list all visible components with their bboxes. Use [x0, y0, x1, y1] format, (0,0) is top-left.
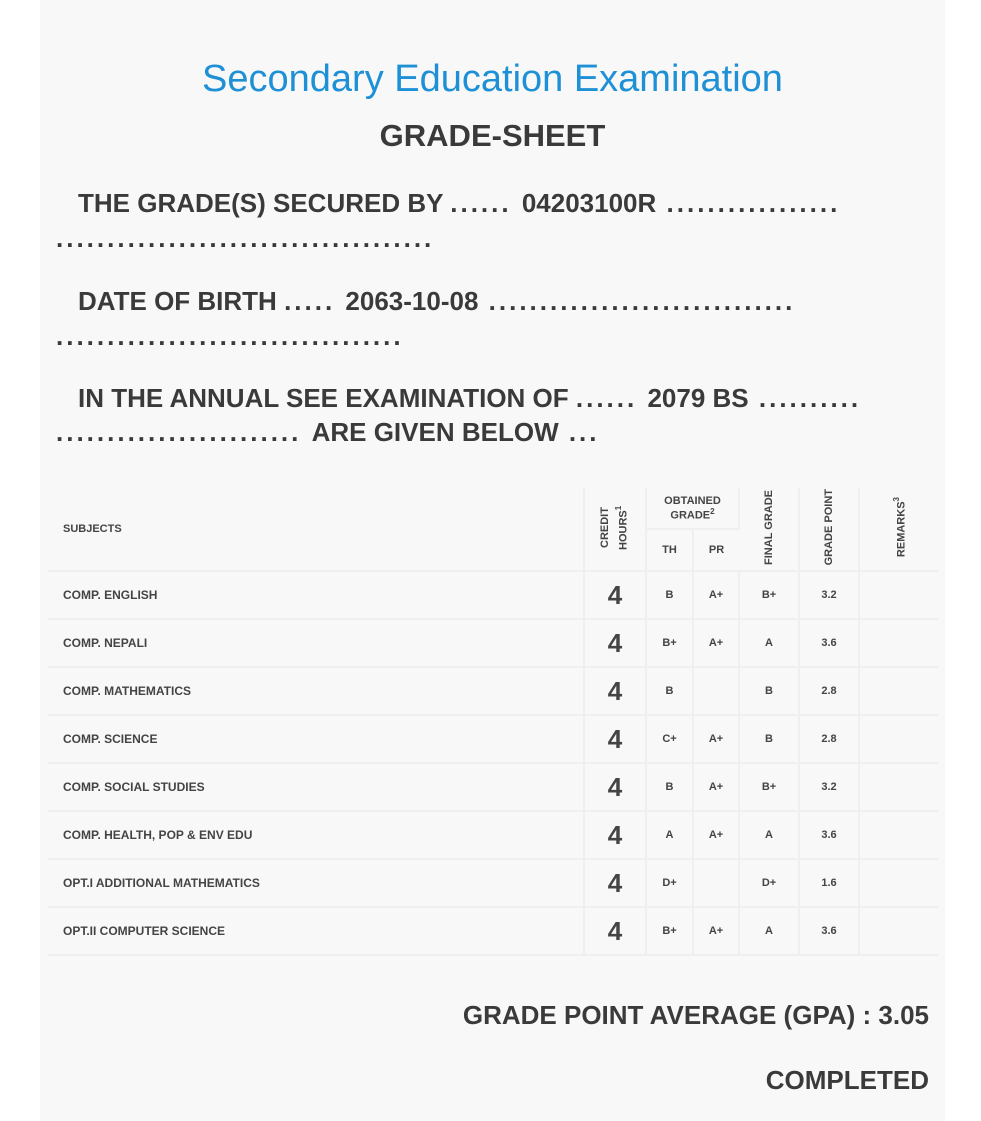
- grade-point-cell: 3.6: [799, 907, 859, 955]
- subject-cell: COMP. SOCIAL STUDIES: [48, 763, 584, 811]
- obtained-grade-header: OBTAINED GRADE$^2$: [646, 488, 739, 529]
- th-grade-cell: C+: [646, 715, 693, 763]
- subject-cell: COMP. NEPALI: [48, 619, 584, 667]
- final-grade-cell: A: [739, 811, 799, 859]
- grade-point-cell: 3.6: [799, 619, 859, 667]
- final-grade-header: FINAL GRADE: [739, 488, 799, 571]
- symbol-number: 04203100R: [521, 188, 657, 218]
- dob-line: DATE OF BIRTH ..... 2063-10-08 ..............................: [78, 286, 796, 316]
- grade-point-cell: 1.6: [799, 859, 859, 907]
- gpa-summary: GRADE POINT AVERAGE (GPA) : 3.05: [462, 1000, 929, 1030]
- remarks-cell: [859, 667, 938, 715]
- table-row: [48, 715, 938, 763]
- subject-cell: OPT.II COMPUTER SCIENCE: [48, 907, 584, 955]
- remarks-cell: [859, 619, 938, 667]
- credit-hours-cell: 4: [584, 859, 646, 907]
- table-row: [48, 571, 938, 619]
- grade-sheet: [40, 0, 945, 1121]
- dot-leader: ..................................: [56, 321, 404, 351]
- pr-grade-cell: A+: [693, 811, 739, 859]
- grade-point-cell: 3.2: [799, 571, 859, 619]
- th-grade-cell: B: [646, 763, 693, 811]
- grade-point-cell: 2.8: [799, 715, 859, 763]
- pr-grade-cell: [693, 859, 739, 907]
- dot-leader: .....................................: [56, 223, 435, 253]
- grade-point-cell: 3.2: [799, 763, 859, 811]
- given-below-text: ARE GIVEN BELOW: [311, 417, 559, 447]
- pr-grade-cell: A+: [693, 907, 739, 955]
- final-grade-cell: B: [739, 667, 799, 715]
- exam-label: IN THE ANNUAL SEE EXAMINATION OF: [78, 383, 569, 413]
- final-grade-cell: B+: [739, 763, 799, 811]
- remarks-cell: [859, 763, 938, 811]
- grade-point-cell: 2.8: [799, 667, 859, 715]
- grades-table: [48, 488, 938, 956]
- grade-point-cell: 3.6: [799, 811, 859, 859]
- table-row: [48, 859, 938, 907]
- final-grade-cell: A: [739, 907, 799, 955]
- credit-hours-cell: 4: [584, 571, 646, 619]
- table-row: [48, 763, 938, 811]
- remarks-cell: [859, 907, 938, 955]
- pr-grade-cell: A+: [693, 619, 739, 667]
- th-grade-cell: B: [646, 667, 693, 715]
- given-below-line: ........................ ARE GIVEN BELOW ...: [56, 417, 600, 447]
- table-row: [48, 667, 938, 715]
- credit-hours-cell: 4: [584, 907, 646, 955]
- credit-hours-cell: 4: [584, 619, 646, 667]
- credit-hours-cell: 4: [584, 811, 646, 859]
- page-title: Secondary Education Examination: [202, 58, 783, 100]
- remarks-cell: [859, 571, 938, 619]
- subjects-header: SUBJECTS: [48, 488, 584, 571]
- dob-value: 2063-10-08: [345, 286, 479, 316]
- table-row: [48, 619, 938, 667]
- subject-cell: COMP. MATHEMATICS: [48, 667, 584, 715]
- credit-hours-cell: 4: [584, 763, 646, 811]
- secured-by-line: THE GRADE(S) SECURED BY ...... 04203100R .................: [78, 188, 841, 218]
- status-text: COMPLETED: [765, 1065, 929, 1095]
- credit-hours-header: CREDIT HOURS$^1$: [584, 488, 646, 571]
- dob-label: DATE OF BIRTH: [78, 286, 277, 316]
- secured-by-label: THE GRADE(S) SECURED BY: [78, 188, 444, 218]
- pr-grade-cell: A+: [693, 715, 739, 763]
- th-header: TH: [646, 529, 693, 571]
- th-grade-cell: B+: [646, 619, 693, 667]
- exam-line: IN THE ANNUAL SEE EXAMINATION OF ...... 2079 BS ..........: [78, 383, 862, 413]
- final-grade-cell: A: [739, 619, 799, 667]
- table-row: [48, 811, 938, 859]
- th-grade-cell: B: [646, 571, 693, 619]
- final-grade-cell: B+: [739, 571, 799, 619]
- pr-grade-cell: A+: [693, 571, 739, 619]
- subject-cell: OPT.I ADDITIONAL MATHEMATICS: [48, 859, 584, 907]
- subject-cell: COMP. SCIENCE: [48, 715, 584, 763]
- page-subtitle: GRADE-SHEET: [379, 118, 606, 153]
- remarks-cell: [859, 859, 938, 907]
- table-row: [48, 907, 938, 955]
- remarks-cell: [859, 811, 938, 859]
- th-grade-cell: D+: [646, 859, 693, 907]
- grade-point-header: GRADE POINT: [799, 488, 859, 571]
- th-grade-cell: A: [646, 811, 693, 859]
- exam-year: 2079 BS: [647, 383, 749, 413]
- pr-grade-cell: A+: [693, 763, 739, 811]
- final-grade-cell: B: [739, 715, 799, 763]
- credit-hours-cell: 4: [584, 715, 646, 763]
- pr-header: PR: [693, 529, 739, 571]
- pr-grade-cell: [693, 667, 739, 715]
- credit-hours-cell: 4: [584, 667, 646, 715]
- th-grade-cell: B+: [646, 907, 693, 955]
- final-grade-cell: D+: [739, 859, 799, 907]
- remarks-header: REMARKS$^3$: [859, 488, 938, 571]
- remarks-cell: [859, 715, 938, 763]
- subject-cell: COMP. ENGLISH: [48, 571, 584, 619]
- subject-cell: COMP. HEALTH, POP & ENV EDU: [48, 811, 584, 859]
